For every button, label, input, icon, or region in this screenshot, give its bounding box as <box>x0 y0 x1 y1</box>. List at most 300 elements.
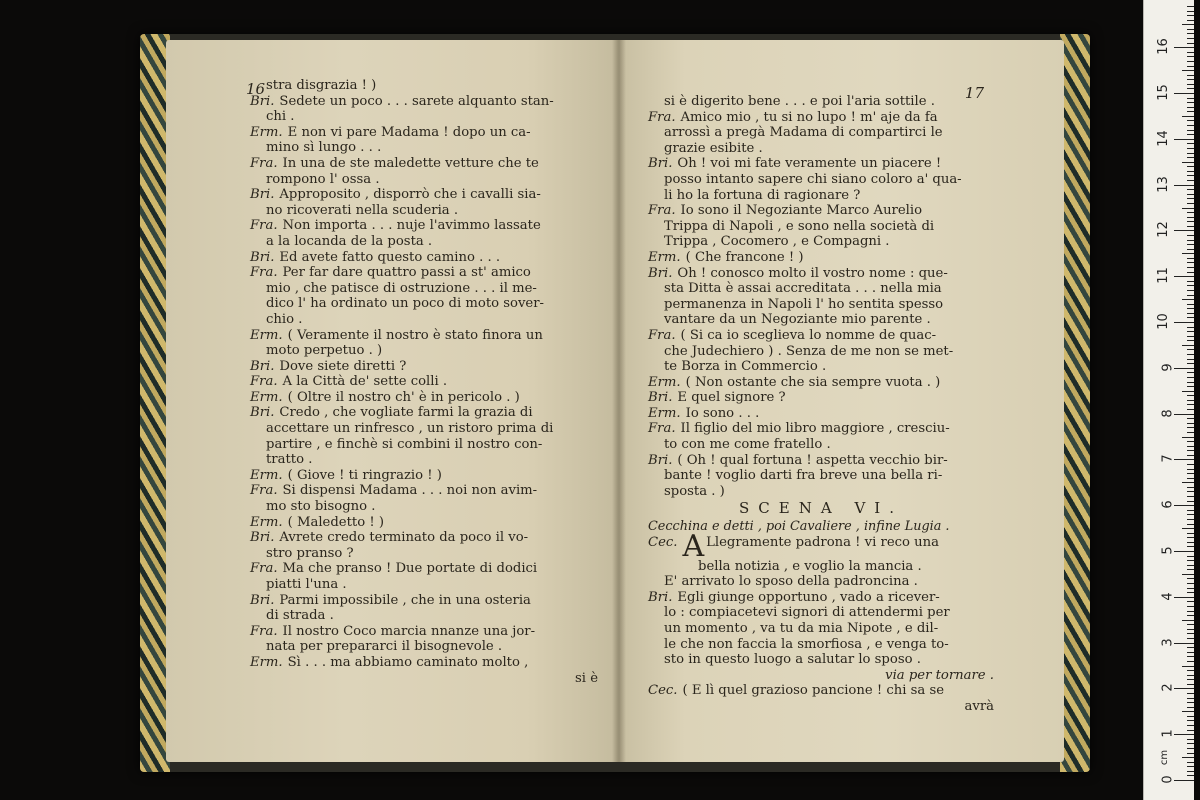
ruler-tick <box>1187 427 1194 428</box>
text-line <box>250 156 598 172</box>
text-line <box>250 390 598 406</box>
scene-text <box>648 528 994 715</box>
line-text: stra disgrazia ! ) <box>266 78 377 93</box>
line-text: to con me come fratello . <box>664 437 831 453</box>
text-line <box>648 172 994 188</box>
text-line <box>648 652 994 668</box>
ruler-tick <box>1187 601 1194 602</box>
text-line <box>250 125 598 141</box>
speaker-label: Bri. <box>648 452 673 468</box>
line-text: avrà <box>964 698 994 714</box>
ruler-tick <box>1187 656 1194 657</box>
line-text: tratto . <box>266 452 313 468</box>
speaker-label: Erm. <box>250 389 283 405</box>
ruler-tick <box>1182 162 1194 163</box>
ruler-tick <box>1187 304 1194 305</box>
ruler-tick <box>1174 47 1194 48</box>
line-text: chi . <box>266 109 295 125</box>
text-line <box>648 637 994 653</box>
speaker-label: Bri. <box>250 530 275 546</box>
line-text: chio . <box>266 311 303 327</box>
text-line <box>648 344 994 360</box>
scene-title: SCENA VI. <box>739 499 903 518</box>
line-text: si è digerito bene . . . e poi l'aria sottile . <box>664 94 935 109</box>
line-text: ( Giove ! ti ringrazio ! ) <box>287 467 442 483</box>
ruler-tick <box>1182 757 1194 758</box>
speaker-label: Bri. <box>250 93 275 109</box>
text-line <box>648 141 994 157</box>
ruler-tick <box>1187 203 1194 204</box>
ruler-tick <box>1187 217 1194 218</box>
line-text: Il figlio del mio libro maggiore , cresciu- <box>680 421 950 437</box>
line-text: ( Maledetto ! ) <box>287 514 384 530</box>
ruler-tick <box>1174 688 1194 689</box>
line-text: E' arrivato lo sposo della padroncina . <box>664 574 918 590</box>
line-text: Sì . . . ma abbiamo caminato molto , <box>287 654 529 670</box>
text-line <box>250 109 598 125</box>
ruler-tick <box>1187 180 1194 181</box>
line-text: lo : compiacetevi signori di attendermi per <box>664 605 950 621</box>
text-line <box>648 605 994 621</box>
ruler-tick <box>1187 473 1194 474</box>
ruler-tick <box>1182 528 1194 529</box>
ruler-tick <box>1187 102 1194 103</box>
left-page <box>166 40 618 762</box>
ruler-tick <box>1187 491 1194 492</box>
ruler-tick <box>1187 363 1194 364</box>
line-text: Credo , che vogliate farmi la grazia di <box>279 405 533 421</box>
ruler-tick <box>1187 432 1194 433</box>
text-line <box>648 406 994 422</box>
ruler-tick <box>1174 780 1194 781</box>
speaker-label: Bri. <box>250 358 275 374</box>
ruler-tick <box>1187 588 1194 589</box>
line-text: nata per prepararci il bisognevole . <box>266 639 503 655</box>
ruler-tick <box>1187 775 1194 776</box>
right-page-text <box>648 94 994 499</box>
line-text: Parmi impossibile , che in una osteria <box>279 592 531 608</box>
ruler-tick <box>1187 111 1194 112</box>
ruler-number: 16 <box>1156 38 1172 55</box>
ruler-tick <box>1182 574 1194 575</box>
ruler-tick <box>1187 285 1194 286</box>
ruler-tick <box>1187 189 1194 190</box>
speaker-label: Bri. <box>250 592 275 608</box>
line-text: Approposito , disporrò che i cavalli sia- <box>279 187 541 203</box>
ruler-tick <box>1187 578 1194 579</box>
text-line <box>648 110 994 126</box>
ruler-tick <box>1187 43 1194 44</box>
ruler-tick <box>1187 317 1194 318</box>
ruler-tick <box>1187 496 1194 497</box>
line-text: stro pranso ? <box>266 545 354 561</box>
text-line <box>250 203 598 219</box>
line-text: si è <box>575 670 598 686</box>
ruler-number: 1 <box>1160 729 1176 738</box>
line-text: mino sì lungo . . . <box>266 140 382 156</box>
ruler-tick <box>1187 524 1194 525</box>
speaker-label: Bri. <box>648 156 673 172</box>
ruler-tick <box>1187 148 1194 149</box>
text-line <box>648 590 994 606</box>
ruler-tick <box>1174 414 1194 415</box>
ruler-number: 4 <box>1160 592 1176 601</box>
measurement-ruler <box>1143 0 1194 800</box>
text-line <box>250 374 598 390</box>
line-text: arrossì a pregà Madama di compartirci le <box>664 125 943 141</box>
line-text: E quel signore ? <box>677 390 786 406</box>
line-text: li ho la fortuna di ragionare ? <box>664 187 861 203</box>
ruler-tick <box>1187 20 1194 21</box>
ruler-tick <box>1187 267 1194 268</box>
ruler-tick <box>1187 537 1194 538</box>
speaker-label: Erm. <box>250 467 283 483</box>
ruler-tick <box>1187 560 1194 561</box>
ruler-tick <box>1187 679 1194 680</box>
line-text: posso intanto sapere chi siano coloro a' qua- <box>664 171 962 187</box>
ruler-tick <box>1187 633 1194 634</box>
text-line <box>250 359 598 375</box>
text-line <box>250 671 598 687</box>
text-line <box>648 484 994 500</box>
ruler-tick <box>1187 661 1194 662</box>
text-line <box>648 390 994 406</box>
speaker-label: Bri. <box>648 589 673 605</box>
text-line <box>250 499 598 515</box>
book-gutter <box>612 40 626 762</box>
scene-cast: Cecchina e detti , poi Cavaliere , infine Lugia . <box>648 519 950 535</box>
speaker-label: Cec. <box>648 683 678 699</box>
line-text: bella notizia , e voglio la mancia . <box>698 558 922 574</box>
speaker-label: Fra. <box>250 265 278 281</box>
text-line <box>648 234 994 250</box>
ruler-tick <box>1187 249 1194 250</box>
line-text: Amico mio , tu si no lupo ! m' aje da fa <box>680 109 938 125</box>
ruler-tick <box>1182 482 1194 483</box>
text-line <box>648 574 994 590</box>
speaker-label: Fra. <box>648 327 676 343</box>
ruler-number: 7 <box>1160 454 1176 464</box>
text-line <box>250 140 598 156</box>
line-text: vantare da un Negoziante mio parente . <box>664 312 931 328</box>
ruler-tick <box>1174 230 1194 231</box>
text-line <box>250 312 598 328</box>
speaker-label: Fra. <box>250 155 278 171</box>
text-line <box>648 699 994 715</box>
ruler-tick <box>1187 272 1194 273</box>
text-line <box>250 561 598 577</box>
ruler-tick <box>1187 226 1194 227</box>
ruler-tick <box>1187 450 1194 451</box>
ruler-tick <box>1182 391 1194 392</box>
line-text: ( Si ca io sceglieva lo nomme de quac- <box>680 327 937 343</box>
ruler-tick <box>1187 313 1194 314</box>
ruler-tick <box>1187 377 1194 378</box>
ruler-tick <box>1187 327 1194 328</box>
line-text: di strada . <box>266 608 334 624</box>
ruler-tick <box>1187 766 1194 767</box>
ruler-tick <box>1174 93 1194 94</box>
text-line <box>250 577 598 593</box>
text-line <box>250 250 598 266</box>
text-line <box>648 559 994 575</box>
ruler-tick <box>1187 583 1194 584</box>
ruler-tick <box>1187 221 1194 222</box>
line-text: via per tornare . <box>885 667 994 683</box>
line-text: ( Oh ! qual fortuna ! aspetta vecchio bir- <box>677 452 948 468</box>
ruler-tick <box>1182 437 1194 438</box>
ruler-number: 13 <box>1156 175 1172 193</box>
text-line <box>648 683 994 699</box>
ruler-tick <box>1187 743 1194 744</box>
ruler-tick <box>1182 253 1194 254</box>
line-text: grazie esibite . <box>664 140 763 156</box>
ruler-unit-label: cm <box>1158 749 1170 766</box>
ruler-tick <box>1182 116 1194 117</box>
text-line <box>250 639 598 655</box>
line-text: Per far dare quattro passi a st' amico <box>282 265 531 281</box>
text-line <box>250 234 598 250</box>
text-line <box>648 312 994 328</box>
ruler-tick <box>1187 707 1194 708</box>
book-cover-right-edge <box>1060 34 1090 772</box>
ruler-tick <box>1182 620 1194 621</box>
ruler-tick <box>1187 684 1194 685</box>
text-line <box>250 546 598 562</box>
ruler-tick <box>1187 290 1194 291</box>
text-line <box>250 515 598 531</box>
text-line <box>250 218 598 234</box>
ruler-tick <box>1187 166 1194 167</box>
speaker-label: Erm. <box>250 514 283 530</box>
ruler-tick <box>1187 606 1194 607</box>
ruler-tick <box>1187 611 1194 612</box>
ruler-tick <box>1187 340 1194 341</box>
ruler-tick <box>1187 262 1194 263</box>
ruler-tick <box>1187 533 1194 534</box>
line-text: Dove siete diretti ? <box>279 358 407 374</box>
ruler-number: 5 <box>1160 546 1176 555</box>
ruler-tick <box>1187 38 1194 39</box>
ruler-tick <box>1187 675 1194 676</box>
line-text: a la locanda de la posta . <box>266 233 433 249</box>
text-line <box>250 468 598 484</box>
ruler-tick <box>1187 652 1194 653</box>
line-text: Ma che pranso ! Due portate di dodici <box>282 561 538 577</box>
text-line <box>250 281 598 297</box>
ruler-tick <box>1187 638 1194 639</box>
text-line <box>648 156 994 172</box>
text-line <box>250 437 598 453</box>
text-line <box>648 668 994 684</box>
line-text: dico l' ha ordinato un poco di moto sover- <box>266 296 544 312</box>
ruler-tick <box>1187 762 1194 763</box>
ruler-number: 14 <box>1156 130 1172 147</box>
ruler-tick <box>1187 107 1194 108</box>
ruler-tick <box>1187 79 1194 80</box>
ruler-tick <box>1187 11 1194 12</box>
ruler-tick <box>1187 647 1194 648</box>
ruler-tick <box>1187 198 1194 199</box>
text-line <box>648 250 994 266</box>
ruler-tick <box>1187 753 1194 754</box>
line-text: bante ! voglio darti fra breve una bella ri- <box>664 468 943 484</box>
ruler-number: 8 <box>1160 408 1176 418</box>
line-text: Io sono . . . <box>685 405 760 421</box>
ruler-tick <box>1187 372 1194 373</box>
ruler-tick <box>1174 643 1194 644</box>
speaker-label: Fra. <box>648 421 676 437</box>
speaker-label: Fra. <box>250 483 278 499</box>
ruler-tick <box>1187 61 1194 62</box>
ruler-tick <box>1187 569 1194 570</box>
ruler-tick <box>1174 276 1194 277</box>
drop-cap: A <box>682 528 705 564</box>
ruler-number: 2 <box>1160 683 1176 693</box>
text-line <box>250 593 598 609</box>
line-text: Non importa . . . nuje l'avimmo lassate <box>282 218 541 234</box>
line-text: ( E lì quel grazioso pancione ! chi sa se <box>682 683 945 699</box>
ruler-tick <box>1187 469 1194 470</box>
ruler-tick <box>1182 345 1194 346</box>
ruler-tick <box>1187 404 1194 405</box>
line-text: E non vi pare Madama ! dopo un ca- <box>287 124 531 140</box>
ruler-tick <box>1187 33 1194 34</box>
text-line <box>648 375 994 391</box>
ruler-tick <box>1187 235 1194 236</box>
ruler-tick <box>1187 720 1194 721</box>
ruler-tick <box>1187 194 1194 195</box>
line-text: Si dispensi Madama . . . noi non avim- <box>282 483 538 499</box>
left-page-text <box>250 78 598 686</box>
line-text: Sedete un poco . . . sarete alquanto stan- <box>279 93 554 109</box>
ruler-tick <box>1187 153 1194 154</box>
ruler-tick <box>1187 359 1194 360</box>
text-line <box>250 624 598 640</box>
line-text: Io sono il Negoziante Marco Aurelio <box>680 203 923 219</box>
line-text: permanenza in Napoli l' ho sentita spesso <box>664 296 944 312</box>
line-text: Oh ! conosco molto il vostro nome : que- <box>677 265 948 281</box>
speaker-label: Cec. <box>648 534 678 550</box>
ruler-tick <box>1187 739 1194 740</box>
ruler-tick <box>1187 464 1194 465</box>
ruler-tick <box>1187 418 1194 419</box>
ruler-tick <box>1187 624 1194 625</box>
line-text: In una de ste maledette vetture che te <box>282 155 539 171</box>
text-line <box>648 359 994 375</box>
line-text: Trippa , Cocomero , e Compagni . <box>664 234 890 250</box>
text-line <box>648 94 994 110</box>
text-line <box>250 405 598 421</box>
ruler-tick <box>1187 98 1194 99</box>
ruler-number: 12 <box>1156 221 1172 239</box>
ruler-tick <box>1187 565 1194 566</box>
line-text: piatti l'una . <box>266 577 347 592</box>
ruler-tick <box>1187 336 1194 337</box>
line-text: le che non faccia la smorfiosa , e venga to- <box>664 636 949 652</box>
ruler-tick <box>1187 258 1194 259</box>
text-line <box>648 421 994 437</box>
ruler-tick <box>1187 615 1194 616</box>
line-text: un momento , va tu da mia Nipote , e dil- <box>664 621 939 636</box>
ruler-tick <box>1187 702 1194 703</box>
ruler-tick <box>1182 208 1194 209</box>
line-text: sta Ditta è assai accreditata . . . nella mia <box>664 281 942 297</box>
speaker-label: Erm. <box>648 405 681 421</box>
ruler-number: 15 <box>1156 84 1172 101</box>
ruler-tick <box>1187 400 1194 401</box>
ruler-number: 3 <box>1160 637 1176 647</box>
text-line <box>250 328 598 344</box>
text-line <box>250 452 598 468</box>
speaker-label: Erm. <box>648 249 681 265</box>
ruler-tick <box>1182 711 1194 712</box>
text-line <box>250 172 598 188</box>
text-line <box>648 219 994 235</box>
ruler-tick <box>1187 134 1194 135</box>
ruler-tick <box>1187 730 1194 731</box>
ruler-tick <box>1187 143 1194 144</box>
speaker-label: Fra. <box>250 623 278 639</box>
speaker-label: Erm. <box>250 654 283 670</box>
line-text: moto perpetuo . ) <box>266 343 383 359</box>
speaker-label: Fra. <box>648 203 676 219</box>
text-line <box>250 421 598 437</box>
line-text: Ed avete fatto questo camino . . . <box>279 249 501 265</box>
ruler-tick <box>1187 455 1194 456</box>
speaker-label: Erm. <box>250 327 283 343</box>
text-line <box>250 608 598 624</box>
speaker-label: Bri. <box>250 187 275 203</box>
speaker-label: Erm. <box>250 124 283 140</box>
line-text: Il nostro Coco marcia nnanze una jor- <box>282 623 536 639</box>
speaker-label: Bri. <box>250 405 275 421</box>
ruler-tick <box>1174 505 1194 506</box>
line-text: sposta . ) <box>664 483 725 499</box>
ruler-tick <box>1187 693 1194 694</box>
ruler-tick <box>1187 295 1194 296</box>
line-text: sto in questo luogo a salutar lo sposo . <box>664 652 921 668</box>
line-text: rompono l' ossa . <box>266 171 380 187</box>
open-book <box>140 34 1090 772</box>
ruler-tick <box>1187 84 1194 85</box>
ruler-tick <box>1187 519 1194 520</box>
ruler-tick <box>1187 56 1194 57</box>
ruler-tick <box>1174 139 1194 140</box>
ruler-tick <box>1187 542 1194 543</box>
ruler-number: 6 <box>1160 500 1176 509</box>
ruler-tick <box>1182 666 1194 667</box>
ruler-tick <box>1174 551 1194 552</box>
ruler-tick <box>1187 501 1194 502</box>
ruler-tick <box>1187 240 1194 241</box>
ruler-tick <box>1174 185 1194 186</box>
ruler-tick <box>1187 88 1194 89</box>
ruler-tick <box>1187 629 1194 630</box>
text-line <box>648 437 994 453</box>
speaker-label: Fra. <box>648 109 676 125</box>
ruler-tick <box>1187 478 1194 479</box>
ruler-tick <box>1187 130 1194 131</box>
line-text: mio , che patisce di ostruzione . . . il me- <box>266 280 537 296</box>
ruler-tick <box>1187 15 1194 16</box>
ruler-tick <box>1182 24 1194 25</box>
text-line <box>250 78 598 94</box>
line-text: ( Veramente il nostro è stato finora un <box>287 327 543 343</box>
line-text: che Judechiero ) . Senza de me non se met- <box>664 343 954 359</box>
right-page <box>618 40 1064 762</box>
line-text: accettare un rinfresco , un ristoro prima di <box>266 421 554 437</box>
